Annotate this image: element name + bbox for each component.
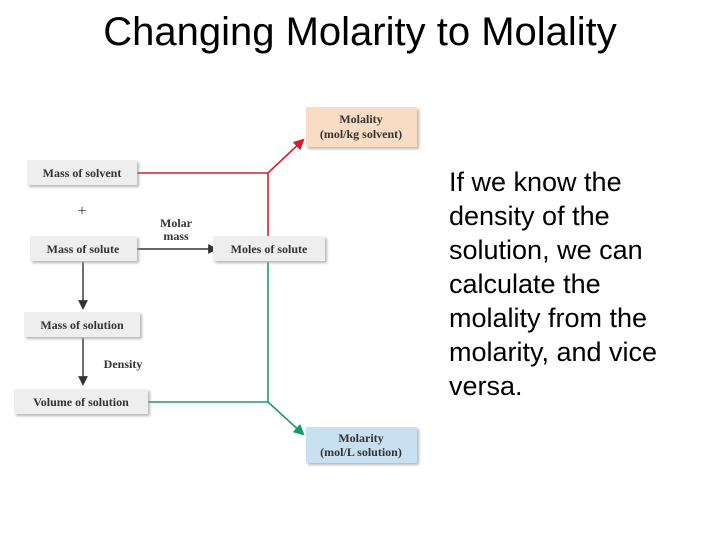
moles-of-solute-label: Moles of solute [230,242,308,256]
explanation-line: If we know the [449,167,622,197]
mass-of-solute-box [30,236,137,261]
explanation-line: density of the [449,201,610,231]
explanation-line: molality from the [449,303,648,333]
explanation-line: molarity, and vice [449,337,658,367]
molality-units: (mol/kg solvent) [319,127,403,141]
molality-box [306,107,417,147]
mass-of-solvent-label: Mass of solvent [42,166,122,180]
mass-of-solution-label: Mass of solution [40,318,124,332]
plus-sign: + [77,203,87,220]
mass-of-solute-label: Mass of solute [46,242,120,256]
molality-label: Molality [339,112,383,126]
molarity-units: (mol/L solution) [320,445,402,459]
explanation-text [449,165,714,403]
moles-of-solute-box [213,236,325,261]
volume-to-molarity-arrow [148,402,303,434]
solvent-to-molality-arrow [137,140,303,173]
explanation-line: calculate the [449,269,601,299]
molarity-label: Molarity [338,431,384,445]
slide-title: Changing Molarity to Molality [103,10,617,54]
explanation-line: versa. [449,371,523,401]
molar-mass-label-line1: Molar [160,216,192,230]
explanation-line: solution, we can [449,235,643,265]
mass-of-solution-box [24,312,140,337]
molarity-box [306,427,417,463]
volume-of-solution-box [14,389,148,414]
molar-mass-label-line2: mass [163,229,189,243]
density-label: Density [103,357,143,371]
mass-of-solvent-box [27,160,137,185]
volume-of-solution-label: Volume of solution [33,395,129,409]
